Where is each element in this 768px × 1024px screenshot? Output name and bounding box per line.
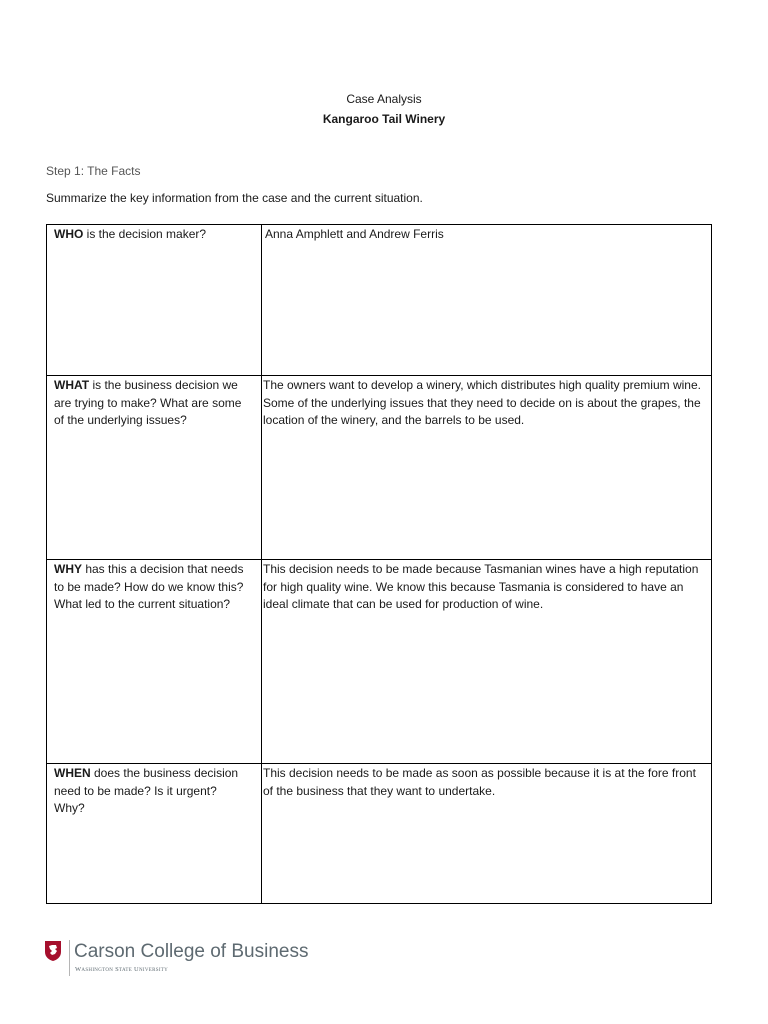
question-cell-when — [47, 764, 262, 904]
question-cell-what — [47, 376, 262, 560]
question-text-who: is the decision maker? — [83, 227, 207, 241]
facts-table — [46, 224, 712, 904]
answer-cell-when: This decision needs to be made as soon as possible because it is at the fore front of the business that they want to undertake. — [262, 764, 712, 904]
answer-cell-why: This decision needs to be made because Tasmanian wines have a high reputation for high quality wine. We know this because Tasmania is considered to have an ideal climate that can be used for production of wine. — [262, 560, 712, 764]
document-subtitle: Kangaroo Tail Winery — [322, 112, 446, 126]
table-row-when — [47, 764, 712, 904]
keyword-who: WHO — [54, 227, 84, 241]
answer-cell-what: The owners want to develop a winery, which distributes high quality premium wine. Some of the underlying issues that they need to decide on is about the grapes, the location of the winery, and the barrels to be used. — [262, 376, 712, 560]
table-row-why — [47, 560, 712, 764]
wsu-cougar-shield-icon — [44, 940, 62, 962]
table-row-who — [47, 225, 712, 376]
question-cell-who — [47, 225, 262, 376]
document-title: Case Analysis — [346, 92, 422, 106]
keyword-when: WHEN — [54, 766, 91, 780]
college-name: Carson College of Business — [74, 941, 309, 962]
table-row-what — [47, 376, 712, 560]
footer-divider — [69, 940, 70, 976]
keyword-why: WHY — [54, 562, 82, 576]
step-heading: Step 1: The Facts — [46, 164, 141, 178]
instructions-text: Summarize the key information from the case and the current situation. — [46, 191, 423, 205]
answer-cell-who: Anna Amphlett and Andrew Ferris — [262, 225, 712, 376]
question-text-why: has this a decision that needs to be made? How do we know this? What led to the current situation? — [54, 562, 244, 611]
question-text-what: is the business decision we are trying to make? What are some of the underlying issues? — [54, 378, 242, 427]
question-text-when: does the business decision need to be made? Is it urgent? — [54, 766, 239, 798]
question-text-when-extra: Why? — [54, 801, 85, 815]
keyword-what: WHAT — [54, 378, 90, 392]
question-cell-why — [47, 560, 262, 764]
university-name: Washington State University — [75, 966, 169, 973]
